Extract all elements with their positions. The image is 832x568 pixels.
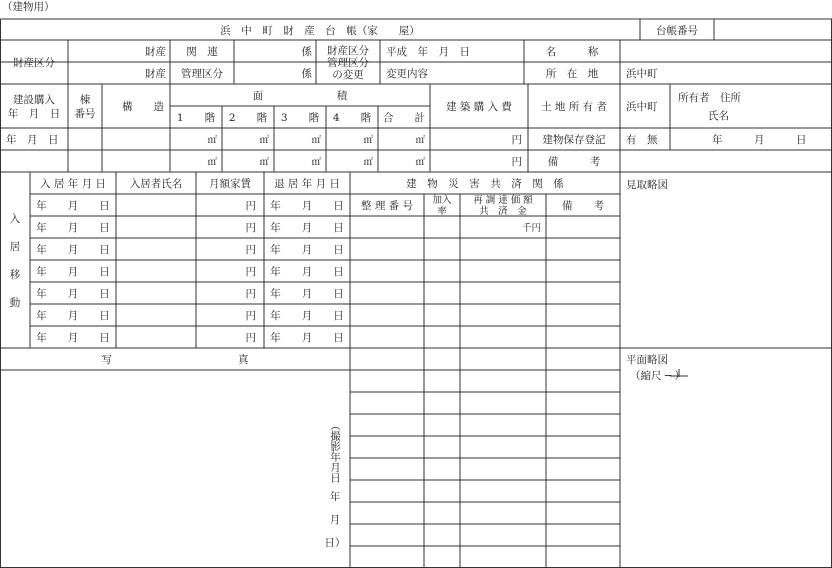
category-change-line-1: 財産区分 — [327, 45, 369, 57]
rent-yen-5: 円 — [245, 288, 256, 300]
area-unit-r2-f3: ㎡ — [311, 157, 321, 168]
reference-number-header: 整 理 番 号 — [360, 200, 414, 212]
related-label: 関 連 — [186, 46, 218, 58]
property-category-label: 財産区分 — [13, 57, 55, 69]
move-out-date-header: 退 居 年 月 日 — [274, 178, 340, 190]
occupancy-side-char-2: 居 — [9, 241, 21, 253]
photo-date-year: 年 — [329, 491, 341, 503]
kakari-label-1: 係 — [301, 46, 312, 58]
photo-date-day: 日） — [324, 537, 346, 549]
kakari-label-2: 係 — [301, 68, 312, 80]
enrollment-rate-line-2: 率 — [437, 206, 447, 217]
area-unit-r2-total: ㎡ — [415, 157, 425, 168]
zaisan-label-1: 財産 — [145, 46, 166, 58]
area-unit-r1-f2: ㎡ — [259, 135, 269, 146]
change-contents-label: 変更内容 — [386, 68, 428, 80]
rent-yen-7: 円 — [245, 332, 256, 344]
move-in-date-4: 年 月 日 — [36, 266, 110, 278]
occupancy-side-label — [10, 212, 21, 309]
cost-yen-r2: 円 — [511, 156, 522, 168]
occupancy-rows — [36, 199, 344, 344]
building-number-label — [75, 93, 96, 120]
rent-yen-2: 円 — [245, 222, 256, 234]
photo-date-line-1: （撮影年月日 — [329, 420, 341, 483]
disaster-remarks-header: 備 考 — [562, 200, 604, 212]
disaster-insurance-title: 建 物 災 害 共 済 関 係 — [406, 178, 564, 190]
enrollment-rate-line-1: 加入 — [432, 195, 452, 206]
move-in-date-3: 年 月 日 — [36, 244, 110, 256]
floor-3-label: 3 階 — [280, 112, 320, 124]
move-out-date-6: 年 月 日 — [270, 310, 344, 322]
rent-yen-1: 円 — [245, 200, 256, 212]
scale-label: （縮尺 ─ ） — [630, 370, 685, 382]
remarks-label: 備 考 — [547, 156, 601, 168]
form-title: 浜 中 町 財 産 台 帳（家 屋） — [220, 25, 420, 37]
floor-2-label: 2 階 — [228, 112, 268, 124]
presence-label: 有 無 — [626, 134, 658, 146]
area-unit-r1-f4: ㎡ — [363, 135, 373, 146]
usage-note: （建物用） — [2, 1, 55, 13]
replacement-value-line-2: 共 済 金 — [479, 206, 527, 217]
enrollment-rate-header — [432, 194, 452, 217]
land-owner-label: 土 地 所 有 者 — [541, 101, 607, 113]
photo-date-label — [325, 420, 346, 549]
category-change-line-3: の変更 — [332, 69, 364, 81]
area-unit-r2-f4: ㎡ — [363, 157, 373, 168]
ledger-number-label: 台帳番号 — [656, 25, 698, 37]
occupancy-side-char-1: 入 — [9, 213, 21, 225]
cost-yen-r1: 円 — [511, 134, 522, 146]
management-category-label: 管理区分 — [181, 68, 223, 80]
construction-date-label — [8, 93, 61, 120]
rent-yen-6: 円 — [245, 310, 256, 322]
move-out-date-4: 年 月 日 — [270, 266, 344, 278]
occupancy-side-char-3: 移 — [9, 269, 21, 281]
land-owner-value: 浜中町 — [626, 101, 658, 113]
monthly-rent-header: 月額家賃 — [209, 178, 251, 190]
area-unit-r2-f2: ㎡ — [259, 157, 269, 168]
category-change-line-2: 管理区分 — [327, 57, 369, 69]
photo-date-month: 月 — [329, 514, 341, 526]
location-label: 所 在 地 — [545, 68, 599, 80]
rent-yen-4: 円 — [245, 266, 256, 278]
replacement-value-header — [473, 194, 533, 217]
move-out-date-7: 年 月 日 — [270, 332, 344, 344]
occupancy-side-char-4: 動 — [9, 297, 21, 309]
thousand-yen-unit: 千円 — [521, 223, 541, 234]
location-value: 浜中町 — [626, 68, 658, 80]
area-label: 面 積 — [252, 90, 348, 102]
move-in-date-1: 年 月 日 — [36, 200, 110, 212]
building-number-line-2: 番号 — [74, 108, 96, 120]
move-out-date-3: 年 月 日 — [270, 244, 344, 256]
floor-4-label: 4 階 — [332, 112, 372, 124]
rent-yen-3: 円 — [245, 244, 256, 256]
move-in-date-2: 年 月 日 — [36, 222, 110, 234]
construction-date-line-2: 年 月 日 — [7, 108, 61, 120]
construction-date-line-1: 建設購入 — [13, 94, 55, 106]
area-unit-r1-f1: ㎡ — [207, 135, 217, 146]
floor-total-label: 合 計 — [383, 112, 425, 124]
tenant-name-header: 入居者氏名 — [129, 178, 183, 190]
move-in-date-5: 年 月 日 — [36, 288, 110, 300]
construction-cost-label: 建 築 購 入 費 — [446, 101, 512, 113]
move-in-date-6: 年 月 日 — [36, 310, 110, 322]
move-out-date-2: 年 月 日 — [270, 222, 344, 234]
replacement-value-line-1: 再 調 達 価 額 — [473, 195, 533, 206]
construction-date-value: 年 月 日 — [6, 134, 59, 146]
floor-plan-label: 平面略図 — [626, 354, 668, 366]
name-label: 名 称 — [545, 46, 599, 58]
area-unit-r2-f1: ㎡ — [207, 157, 217, 168]
registration-label: 建物保存登記 — [542, 134, 606, 146]
zaisan-label-2: 財産 — [145, 68, 166, 80]
move-in-date-7: 年 月 日 — [36, 332, 110, 344]
floor-1-label: 1 階 — [176, 112, 216, 124]
building-number-line-1: 棟 — [79, 94, 91, 106]
site-sketch-label: 見取略図 — [626, 179, 668, 191]
photo-label: 写 真 — [101, 354, 249, 366]
structure-label: 構 造 — [122, 101, 164, 113]
move-out-date-1: 年 月 日 — [270, 200, 344, 212]
move-in-date-header: 入 居 年 月 日 — [40, 178, 106, 190]
category-change-label — [327, 44, 369, 81]
owner-name-label: 氏名 — [708, 110, 729, 122]
registration-date: 年 月 日 — [712, 134, 807, 146]
move-out-date-5: 年 月 日 — [270, 288, 344, 300]
area-unit-r1-f3: ㎡ — [311, 135, 321, 146]
area-unit-r1-total: ㎡ — [415, 135, 425, 146]
heisei-date: 平成 年 月 日 — [386, 46, 470, 58]
owner-address-label: 所有者 住所 — [678, 92, 741, 104]
